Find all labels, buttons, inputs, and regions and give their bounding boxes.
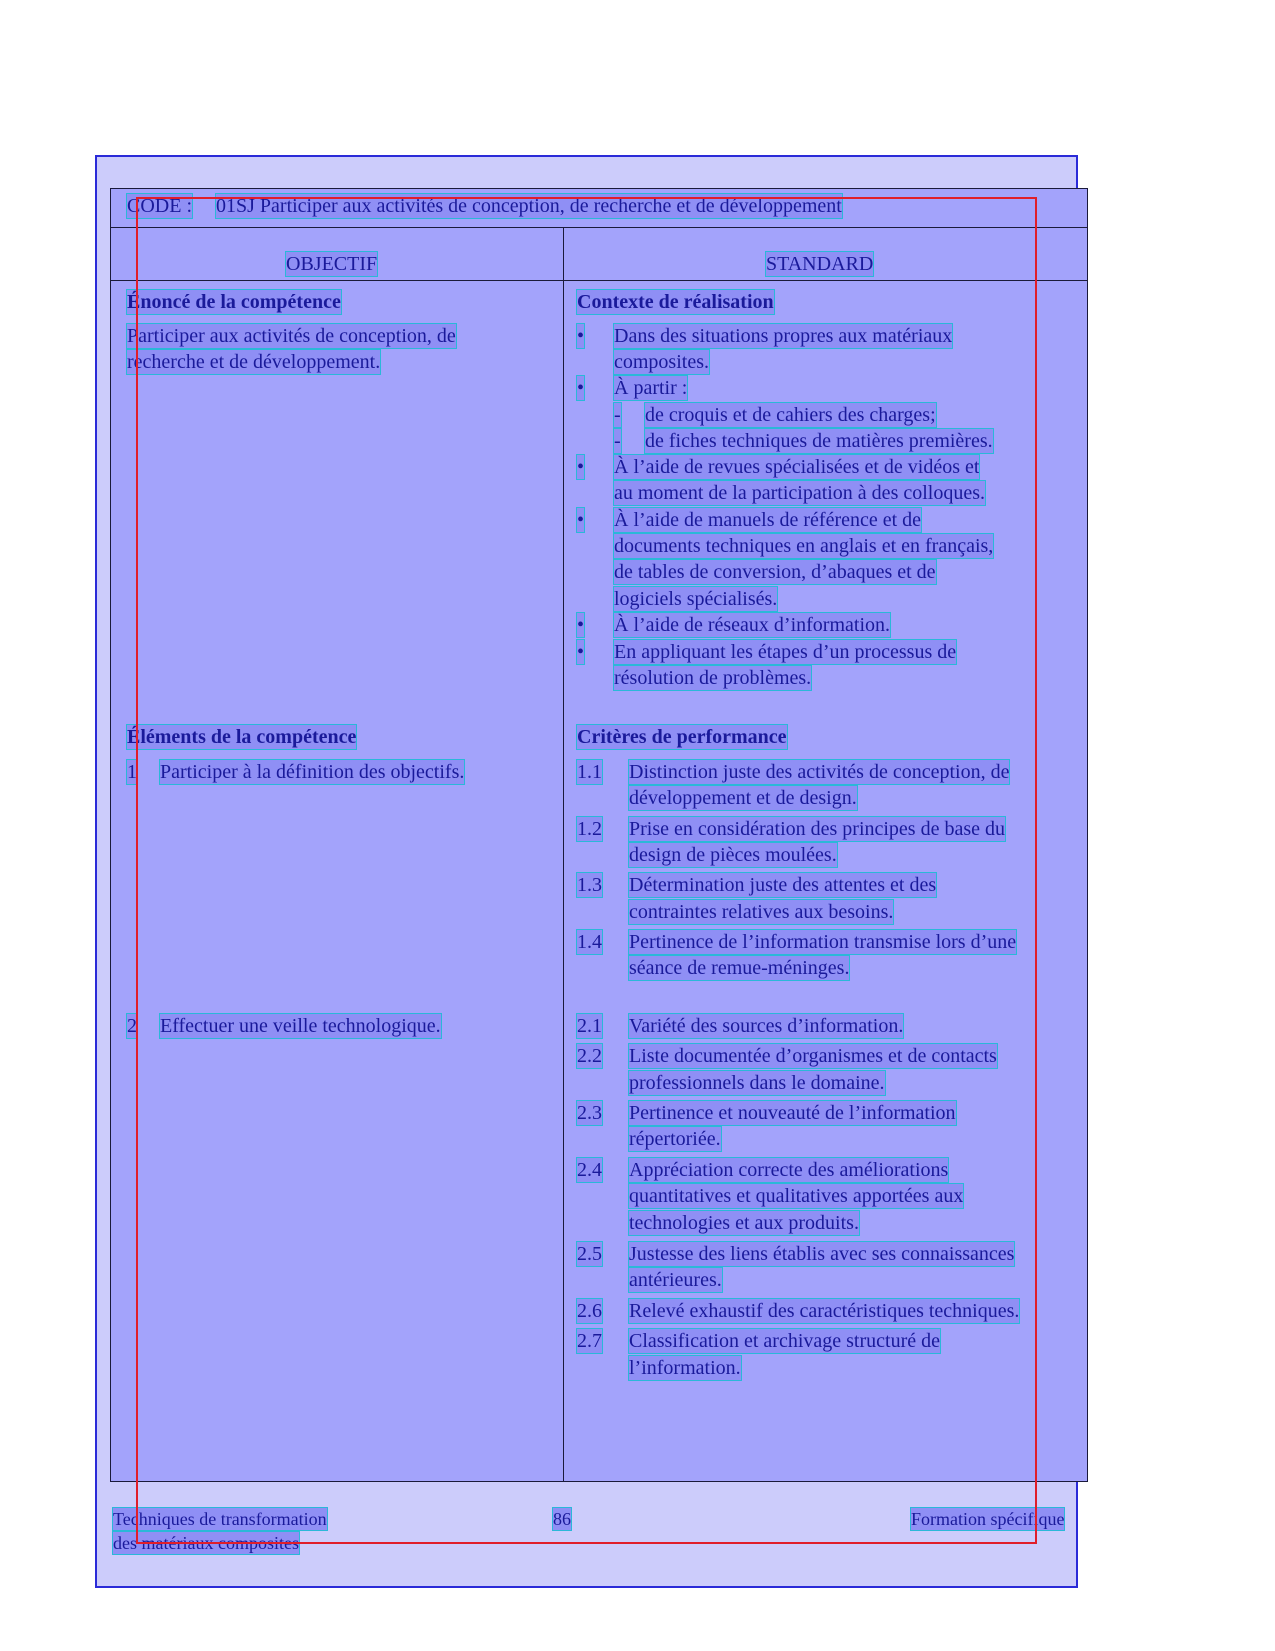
criteres-title: Critères de performance — [577, 726, 787, 748]
bullet-icon: • — [577, 509, 585, 531]
critere-line: Relevé exhaustif des caractéristiques techniques. — [629, 1300, 1020, 1322]
critere-line: design de pièces moulées. — [629, 844, 837, 866]
critere-line: professionnels dans le domaine. — [629, 1072, 885, 1094]
dash-icon: - — [614, 430, 621, 452]
contexte-title: Contexte de réalisation — [577, 291, 774, 313]
critere-line: l’information. — [629, 1357, 741, 1379]
critere-number: 1.3 — [577, 874, 602, 896]
contexte-line: Dans des situations propres aux matériaux — [614, 325, 953, 347]
critere-line: Détermination juste des attentes et des — [629, 874, 937, 896]
critere-line: développement et de design. — [629, 787, 857, 809]
critere-line: Distinction juste des activités de conception, de — [629, 761, 1010, 783]
contexte-subline: de fiches techniques de matières premières. — [645, 430, 993, 452]
bullet-icon: • — [577, 377, 585, 399]
critere-line: Classification et archivage structuré de — [629, 1330, 940, 1352]
critere-line: Justesse des liens établis avec ses connaissances — [629, 1243, 1015, 1265]
contexte-subline: de croquis et de cahiers des charges; — [645, 404, 936, 426]
bullet-icon: • — [577, 456, 585, 478]
contexte-line: au moment de la participation à des colloques. — [614, 482, 985, 504]
element-number: 2 — [127, 1015, 137, 1037]
critere-number: 1.4 — [577, 931, 602, 953]
dash-icon: - — [614, 404, 621, 426]
critere-number: 2.4 — [577, 1159, 602, 1181]
contexte-line: À partir : — [614, 377, 688, 399]
critere-number: 1.2 — [577, 818, 602, 840]
element-number: 1 — [127, 761, 137, 783]
bullet-icon: • — [577, 641, 585, 663]
critere-number: 2.2 — [577, 1045, 602, 1067]
contexte-line: À l’aide de manuels de référence et de — [614, 509, 922, 531]
element-text: Effectuer une veille technologique. — [160, 1015, 441, 1037]
column-header-objectif: OBJECTIF — [286, 253, 378, 275]
contexte-line: de tables de conversion, d’abaques et de — [614, 561, 936, 583]
footer-program: des matériaux composites — [113, 1533, 299, 1553]
column-header-standard: STANDARD — [766, 253, 874, 275]
enonce-line: recherche et de développement. — [127, 351, 381, 373]
contexte-line: documents techniques en anglais et en français, — [614, 535, 994, 557]
critere-line: Pertinence de l’information transmise lors d’une — [629, 931, 1017, 953]
contexte-line: À l’aide de réseaux d’information. — [614, 614, 891, 636]
critere-line: antérieures. — [629, 1269, 722, 1291]
bullet-icon: • — [577, 614, 585, 636]
footer-program: Techniques de transformation — [113, 1509, 327, 1529]
contexte-line: En appliquant les étapes d’un processus de — [614, 641, 957, 663]
critere-line: quantitatives et qualitatives apportées aux — [629, 1185, 964, 1207]
critere-number: 2.7 — [577, 1330, 602, 1352]
critere-line: Liste documentée d’organismes et de contacts — [629, 1045, 997, 1067]
critere-number: 2.5 — [577, 1243, 602, 1265]
critere-line: séance de remue-méninges. — [629, 957, 850, 979]
contexte-line: composites. — [614, 351, 709, 373]
critere-line: Variété des sources d’information. — [629, 1015, 904, 1037]
critere-number: 2.6 — [577, 1300, 602, 1322]
enonce-line: Participer aux activités de conception, de — [127, 325, 456, 347]
contexte-line: résolution de problèmes. — [614, 667, 812, 689]
critere-number: 1.1 — [577, 761, 602, 783]
code-label: CODE : — [127, 195, 192, 217]
annotation-region-inner — [136, 197, 1037, 1544]
critere-number: 2.1 — [577, 1015, 602, 1037]
bullet-icon: • — [577, 325, 585, 347]
contexte-line: logiciels spécialisés. — [614, 588, 778, 610]
critere-line: contraintes relatives aux besoins. — [629, 901, 894, 923]
enonce-title: Énoncé de la compétence — [127, 291, 341, 313]
footer-section: Formation spécifique — [911, 1509, 1065, 1529]
code-title: 01SJ Participer aux activités de conception, de recherche et de développement — [216, 195, 842, 217]
elements-title: Éléments de la compétence — [127, 726, 357, 748]
critere-number: 2.3 — [577, 1102, 602, 1124]
critere-line: technologies et aux produits. — [629, 1212, 859, 1234]
contexte-line: À l’aide de revues spécialisées et de vidéos et — [614, 456, 980, 478]
critere-line: répertoriée. — [629, 1128, 721, 1150]
page-number: 86 — [553, 1509, 571, 1529]
critere-line: Pertinence et nouveauté de l’information — [629, 1102, 956, 1124]
element-text: Participer à la définition des objectifs. — [160, 761, 465, 783]
critere-line: Appréciation correcte des améliorations — [629, 1159, 949, 1181]
critere-line: Prise en considération des principes de base du — [629, 818, 1006, 840]
